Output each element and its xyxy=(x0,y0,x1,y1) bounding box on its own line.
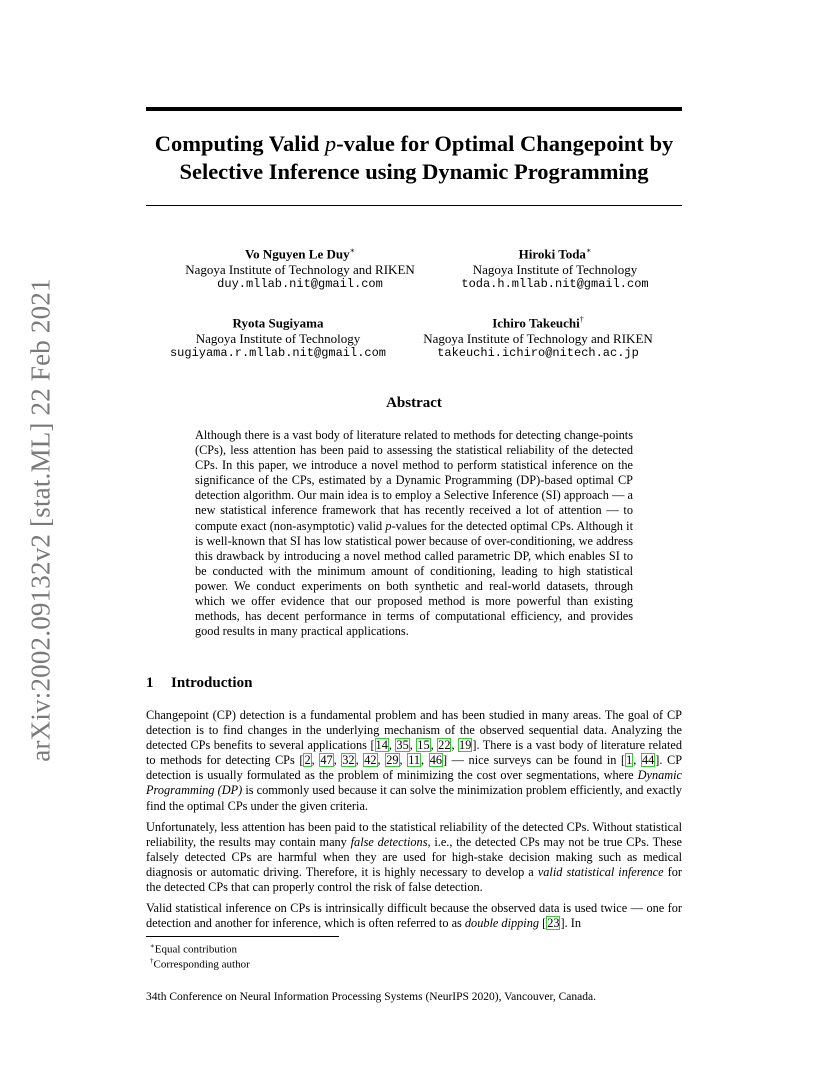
author-affiliation: Nagoya Institute of Technology and RIKEN xyxy=(423,330,653,346)
citation-link[interactable]: 47 xyxy=(320,753,333,768)
author-block xyxy=(160,312,396,362)
title-line-2: Selective Inference using Dynamic Programming xyxy=(179,159,649,184)
author-affiliation: Nagoya Institute of Technology and RIKEN xyxy=(185,261,415,277)
citation-link[interactable]: 42 xyxy=(364,753,377,768)
author-email[interactable]: sugiyama.r.mllab.nit@gmail.com xyxy=(169,346,387,361)
footnote-rule xyxy=(146,936,339,937)
author-email[interactable]: toda.h.mllab.nit@gmail.com xyxy=(461,277,649,292)
citation-link[interactable]: 2 xyxy=(304,753,311,768)
citation-link[interactable]: 14 xyxy=(375,738,388,753)
abstract-heading: Abstract xyxy=(386,395,442,411)
abstract-body: Although there is a vast body of literature related to methods for detecting change-points (CPs), less attention has been paid to assessing the statistical reliability of the detected CPs. In this paper, we introduce a novel method to perform statistical inference on the significance of the CPs, estimated by a Dynamic Programming (DP)-based optimal CP detection algorithm. Our main idea is to employ a Selective Inference (SI) approach — a new statistical inference framework that has recently received a lot of attention — to compute exact (non-asymptotic) valid p-values for the detected optimal CPs. Although it is well-known that SI has low statistical power because of over-conditioning, we address this drawback by introducing a novel method called parametric DP, which enables SI to be conducted with the minimum amount of conditioning, leading to high statistical power. We conduct experiments on both synthetic and real-world datasets, through which we offer evidence that our proposed method is more powerful than existing methods, has decent performance in terms of computational efficiency, and provides good results in many practical applications. xyxy=(195,428,633,639)
title-part-2: -value for Optimal Changepoint by xyxy=(336,131,674,156)
author-block xyxy=(170,243,430,293)
author-affiliation: Nagoya Institute of Technology xyxy=(472,261,638,277)
citation-link[interactable]: 32 xyxy=(342,753,355,768)
citation-link[interactable]: 1 xyxy=(626,753,633,768)
author-block xyxy=(450,243,660,293)
conference-note: 34th Conference on Neural Information Processing Systems (NeurIPS 2020), Vancouver, Canada. xyxy=(146,991,596,1003)
title-top-rule xyxy=(146,107,682,111)
section-title: Introduction xyxy=(171,675,253,691)
author-email[interactable]: takeuchi.ichiro@nitech.ac.jp xyxy=(437,346,639,361)
author-name: Vo Nguyen Le Duy∗ xyxy=(244,246,356,262)
author-name: Hiroki Toda∗ xyxy=(518,246,592,262)
author-email[interactable]: duy.mllab.nit@gmail.com xyxy=(217,277,383,292)
footnote: ∗Equal contribution xyxy=(150,942,237,956)
author-name: Ichiro Takeuchi† xyxy=(492,315,584,331)
intro-paragraph-2: Unfortunately, less attention has been paid to the statistical reliability of the detected CPs. Without statistical reliability, the results may contain many false detections, i.e., the detected CPs may not be true CPs. These falsely detected CPs are harmful when they are used for high-stake decision making such as medical diagnosis or automatic driving. Therefore, it is highly necessary to develop a valid statistical inference for the detected CPs that can properly control the risk of false detection. xyxy=(146,820,683,895)
citation-link[interactable]: 11 xyxy=(408,753,421,768)
citation-link[interactable]: 23 xyxy=(547,916,560,931)
citation-link[interactable]: 44 xyxy=(641,753,655,768)
citation-link[interactable]: 19 xyxy=(459,738,472,753)
citation-link[interactable]: 46 xyxy=(429,753,442,768)
intro-paragraph-3: Valid statistical inference on CPs is intrinsically difficult because the observed data is used twice — one for detection and another for inference, which is often referred to as double dipping [23]. In xyxy=(146,901,682,931)
section-number: 1 xyxy=(146,675,154,691)
author-name: Ryota Sugiyama xyxy=(232,315,324,331)
citation-link[interactable]: 15 xyxy=(417,738,430,753)
arxiv-stamp: arXiv:2002.09132v2 [stat.ML] 22 Feb 2021 xyxy=(25,278,56,762)
author-block xyxy=(408,312,668,362)
paper-title xyxy=(146,130,682,186)
citation-link[interactable]: 29 xyxy=(386,753,399,768)
section-heading xyxy=(146,675,252,692)
title-bottom-rule xyxy=(146,205,682,206)
author-affiliation: Nagoya Institute of Technology xyxy=(195,330,361,346)
intro-paragraph-1: Changepoint (CP) detection is a fundamental problem and has been studied in many areas. The goal of CP detection is to find changes in the underlying mechanism of the observed sequential data. Analyzing the detected CPs benefits to several applications [14, 35, 15, 22, 19]. There is a vast body of literature related to methods for detecting CPs [2, 47, 32, 42, 29, 11, 46] — nice surveys can be found in [1, 44]. CP detection is usually formulated as the problem of minimizing the cost over segmentations, where Dynamic Programming (DP) is commonly used because it can solve the minimization problem efficiently, and exactly find the optimal CPs under the given criteria. xyxy=(146,708,683,813)
citation-link[interactable]: 22 xyxy=(438,738,451,753)
title-part-1: Computing Valid xyxy=(154,131,325,156)
citation-link[interactable]: 35 xyxy=(396,738,409,753)
footnote: †Corresponding author xyxy=(150,957,250,971)
title-p-symbol: p xyxy=(324,131,337,156)
